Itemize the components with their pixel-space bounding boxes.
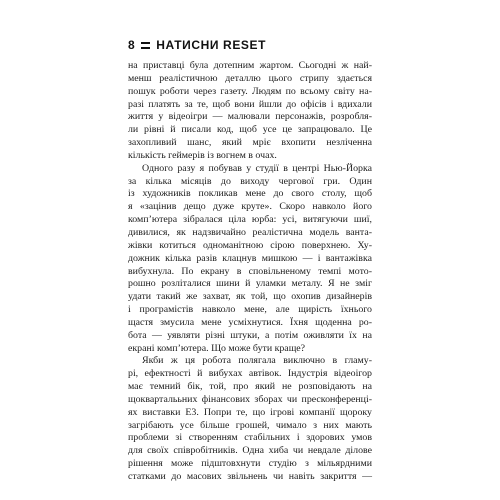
separator-icon [141, 42, 150, 49]
body-text [128, 60, 372, 484]
text-line: бота — уявляти різні штуки, а потім оживляти їх на [128, 329, 372, 341]
text-line: вибухнула. По екрану в сповільненому темпі мото- [128, 265, 372, 277]
running-head [128, 38, 266, 52]
text-line: рошно розліталися шини й уламки металу. Я не зміг [128, 278, 372, 290]
text-line: захопливий шанс, який мріє вхопити незліченна [128, 137, 372, 149]
text-line: разі платять за те, щоб вони йшли до офісів і вдихали [128, 98, 372, 110]
text-line: пошук роботи через газету. Людям по всьому світу на- [128, 85, 372, 97]
text-line: Якби ж ця робота полягала виключно в гламу- [142, 355, 372, 367]
text-line: життя у відеоігри — малювали персонажів, розробля- [128, 111, 372, 123]
text-line: удати такий же захват, як той, що охопив дизайнерів [128, 291, 372, 303]
text-line: за кілька місяців до виходу чергової гри. Один [128, 175, 372, 187]
text-line: із художників покликав мене до свого столу, щоб [128, 188, 372, 200]
text-line: комп’ютера зібралася ціла юрба: усі, витягуючи шиї, [128, 214, 372, 226]
text-line: Одного разу я побував у студії в центрі Нью-Йорка [142, 162, 372, 174]
text-line: для своїх співробітників. Одна хиба чи невдале ділове [128, 445, 372, 457]
text-line: екрані комп’ютера. Що може бути краще? [128, 342, 306, 354]
text-line: щокварталььних фінансових зборах чи пресконференці- [128, 393, 372, 405]
page-number: 8 [128, 38, 136, 52]
text-line: проблеми зі створенням стабільних і здорових умов [128, 432, 372, 444]
text-line: дожник кілька разів клацнув мишкою — і вантажівка [128, 252, 372, 264]
text-line: менш реалістичною деталлю цього стрипу здається [128, 72, 372, 84]
text-line: рі, ефектності й вибухах автівок. Індустрія відеоігор [128, 368, 372, 380]
text-line: рішення може підштовхнути студію з мільярдними [128, 458, 372, 470]
text-line: я «зацінив дещо дуже круте». Скоро навколо його [128, 201, 372, 213]
text-line: має темний бік, той, про який не розповідають на [128, 381, 372, 393]
text-line: і програмістів навколо мене, але щирість їхнього [128, 304, 372, 316]
text-line: ях виставки E3. Попри те, що ігрові компанії щороку [128, 406, 372, 418]
text-line: щастя змусила мене усміхнутися. Їхня щоденна ро- [128, 316, 372, 328]
running-head-title: НАТИСНИ RESET [156, 38, 267, 52]
text-line: на приставці була дотепним жартом. Сьогодні ж най- [128, 60, 372, 71]
text-line: загрібають усе більше грошей, чимало з них мають [128, 419, 372, 431]
text-line: кількість геймерів із вогнем в очах. [128, 149, 277, 161]
text-line: ли рівні й писали код, щоб усе це запрацювало. Це [128, 124, 372, 136]
text-line: жівки котиться одноманітною сірою поверхнею. Ху- [128, 239, 372, 251]
text-line: статками до масових звільнень чи навіть закриття — [128, 471, 372, 482]
text-line: дивилися, як надзвичайно реалістична модель ванта- [128, 226, 372, 238]
